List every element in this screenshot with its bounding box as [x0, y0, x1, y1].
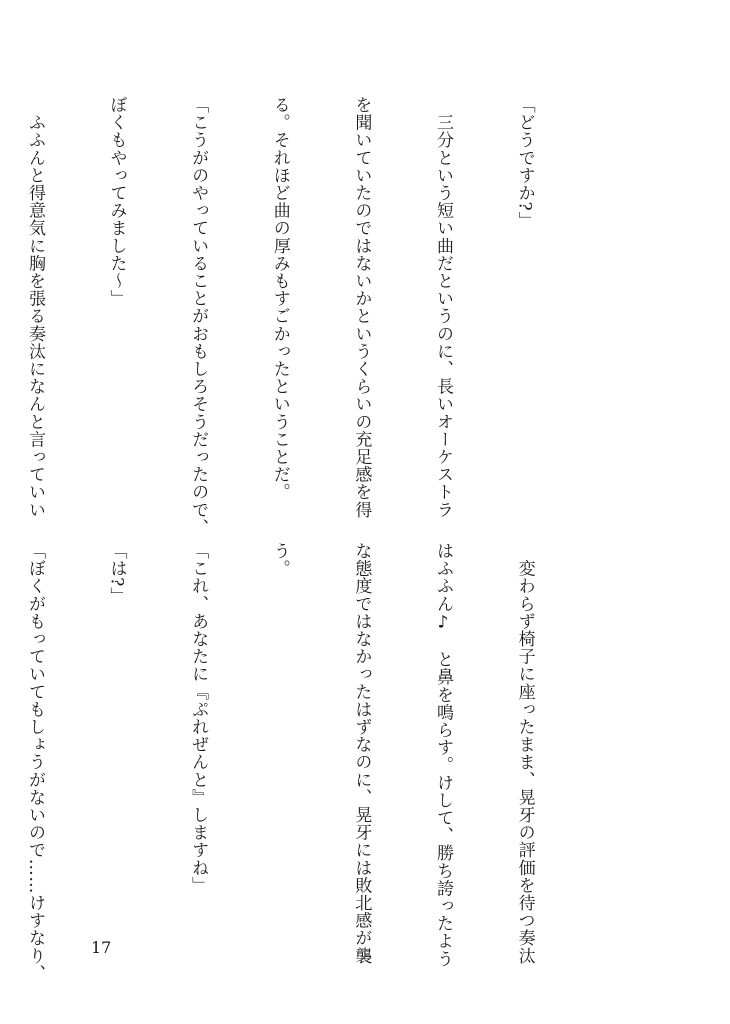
text-tier-top [0, 96, 592, 536]
text-line: 変わらず椅子に座ったまま、晃牙の評価を待つ奏汰 [514, 542, 535, 965]
text-line: な態度ではなかったはずなのに、晃牙には敗北感が襲 [351, 542, 372, 965]
text-line: う。 [269, 542, 290, 578]
page-number: 17 [91, 938, 112, 957]
text-line: ぼくもやってみました〜」 [106, 96, 127, 308]
text-tier-bottom [0, 542, 592, 982]
text-line: 「どうですか?」 [514, 96, 535, 229]
text-line: ふふんと得意気に胸を張る奏汰になんと言っていい [24, 96, 45, 519]
text-line: 「こうがのやっていることがおもしろそうだったので、 [188, 96, 209, 536]
text-line: 「これ、あなたに『ぷれぜんと』しますね」 [188, 542, 209, 894]
text-line: を聞いていたのではないかというくらいの充足感を得 [351, 96, 372, 519]
text-line: 「は?」 [106, 542, 127, 605]
text-line: はふふん♪ と鼻を鳴らす。けして、勝ち誇ったよう [432, 542, 453, 968]
text-line: 三分という短い曲だというのに、長いオーケストラ [432, 96, 453, 519]
text-line: る。それほど曲の厚みもすごかったということだ。 [269, 96, 290, 501]
text-line: 「ぼくがもっていてもしょうがないので……けすなり、 [24, 542, 45, 982]
